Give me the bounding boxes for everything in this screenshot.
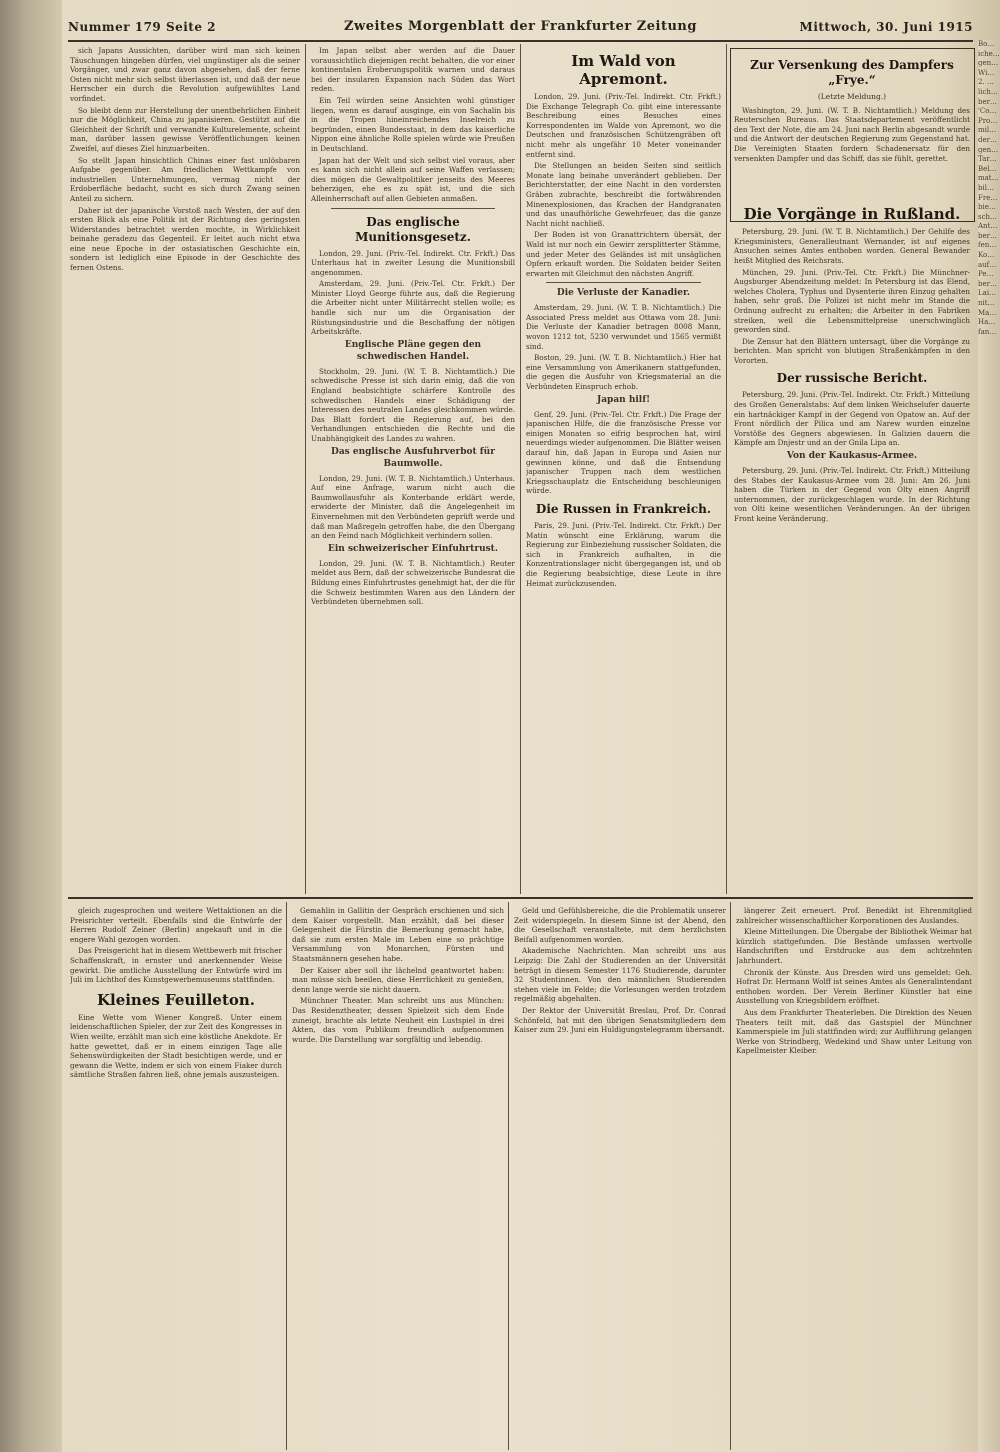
article-paragraph: Akademische Nachrichten. Man schreibt uns aus Leipzig: Die Zahl der Studierenden an der Universität beträgt in diesem Semester 1176 Studierende, darunter 32 Studentinnen. Von den männlichen Studierenden stehen viele im Felde; die Vorlesungen werden trotzdem regelmäßig abgehalten. bbox=[514, 946, 726, 1004]
frye-subtitle: (Letzte Meldung.) bbox=[817, 92, 887, 101]
column-rule bbox=[730, 902, 731, 1450]
article-paragraph: Petersburg, 29. Juni. (Priv.-Tel. Indirekt. Ctr. Frkft.) Mitteilung des Stabes der Kaukasus-Armee vom 28. Juni: Am 26. Juni haben die Türken in der Gegend von Olty einen Angriff unternommen, der zurückgeschlagen wurde. In der Richtung von Olti keine wesentlichen Veränderungen. An der übrigen Front keine Veränderung. bbox=[734, 466, 970, 523]
article-paragraph: Münchner Theater. Man schreibt uns aus München: Das Residenztheater, dessen Spielzeit sich dem Ende zuneigt, brachte als letzte Neuheit ein Lustspiel in drei Akten, das vom Publikum freundlich aufgenommen wurde. Die Darstellung war sorgfältig und lebendig. bbox=[292, 996, 504, 1044]
feuilleton-divider bbox=[68, 897, 973, 899]
section-rule bbox=[331, 208, 495, 209]
issue-date: Mittwoch, 30. Juni 1915 bbox=[799, 20, 973, 34]
headline-munitionsgesetz: Das englische Munitionsgesetz. bbox=[355, 214, 471, 244]
adjacent-page-edge: Bo… iche… gen… Wi… 2. … lich… ber… 'Co… Pro… mil… der… gen… Tar… Bel… mat… bil… Fre… bie… sch… Ant… ber… fen… Ko… auf… Pe… ber… Lai… nit… Ma… Ha… fan… bbox=[978, 40, 1000, 1452]
article-paragraph: Gemahlin in Gallitin der Gespräch erschienen und sich dem Kaiser vorgestellt. Man erzählt, daß bei dieser Gelegenheit die Fürstin die Bemerkung gemacht habe, daß sie zum ersten Male im Leben eine so prächtige Versammlung von Monarchen, Fürsten und Staatsmännern gesehen habe. bbox=[292, 906, 504, 963]
column-rule bbox=[508, 902, 509, 1450]
article-paragraph: Aus dem Frankfurter Theaterleben. Die Direktion des Neuen Theaters teilt mit, daß das Gastspiel der Münchner Kammerspiele im Juli stattfinden wird; zur Aufführung gelangen Werke von Strindberg, Wedekind und Shaw unter Leitung von Kapellmeister Kleiber. bbox=[736, 1007, 972, 1056]
headline-russen-in-frankreich: Die Russen in Frankreich. bbox=[535, 501, 712, 516]
article-paragraph: Amsterdam, 29. Juni. (Priv.-Tel. Ctr. Frkft.) Der Minister Lloyd George führte aus, daß die Regierung die Arbeiter nicht unter Militärrecht stellen wolle; es handle sich nur um die Organisation der Rüstungsindustrie und die Beschaffung der nötigen Arbeitskräfte. bbox=[311, 279, 515, 337]
article-paragraph: Der Rektor der Universität Breslau, Prof. Dr. Conrad Schönfeld, hat mit den übrigen Senatsmitgliedern dem Kaiser zum 29. Juni ein Huldigungstelegramm übersandt. bbox=[514, 1005, 726, 1035]
article-paragraph: Washington, 29. Juni. (W. T. B. Nichtamtlich.) Meldung des Reuterschen Bureaus. Das Staatsdepartement veröffentlicht den Text der Note, die am 24. Juni nach Berlin abgesandt wurde und die Antwort der deutschen Regierung zum Gegenstand hat. Die Vereinigten Staaten fordern Schadenersatz für den versenkten Dampfer und das Schiff, das sie fühlt, gerettet. bbox=[734, 105, 970, 163]
binding-gutter bbox=[0, 0, 62, 1452]
article-paragraph: Das Preisgericht hat in diesem Wettbewerb mit frischer Schaffenskraft, in ernster und anerkennender Weise gewirkt. Die amtliche Ausstellung der Entwürfe wird im Juli im Lichthof des Kunstgewerbemuseums stattfinden. bbox=[70, 946, 282, 985]
headline-japan-hilf: Japan hilf! bbox=[596, 394, 651, 405]
article-paragraph: Im Japan selbst aber werden auf die Dauer voraussichtlich diejenigen recht behalten, die vor einer kontinentalen Eroberungspolitik warnen und daraus bei der insularen Expansion nach Süden das Wort reden. bbox=[311, 46, 515, 94]
column-rule bbox=[286, 902, 287, 1450]
article-paragraph: gleich zugesprochen und weitere Wettaktionen an die Preisrichter verteilt. Ebenfalls sind die Entwürfe der Herren Rudolf Zeiner (Berlin) angekauft und in die engere Wahl gezogen worden. bbox=[70, 906, 282, 944]
article-paragraph: Geld und Gefühlsbereiche, die die Problematik unserer Zeit widerspiegeln. In diesem Sinne ist der Abend, den die Gesellschaft veranstaltete, mit dem herzlichsten Beifall aufgenommen worden. bbox=[514, 906, 726, 944]
article-paragraph: Japan hat der Welt und sich selbst viel voraus, aber es kann sich nicht allein auf seine Waffen verlassen; dies mögen die Gewaltpolitiker jenseits des Meeres beherzigen, ehe es zu spät ist, und die sich Alleinherrschaft auf allen Gebieten anmaßen. bbox=[311, 155, 515, 203]
article-paragraph: sich Japans Aussichten, darüber wird man sich keinen Täuschungen hingeben dürfen, viel ungünstiger als die seiner Vorgänger, und zwar ganz davon abgesehen, daß der ferne Osten nicht mehr sich selbst überlassen ist, und daß der neue Herrscher ein durch die Revolution aufgewühltes Land vorfindet. bbox=[70, 46, 300, 103]
article-paragraph: Chronik der Künste. Aus Dresden wird uns gemeldet: Geh. Hofrat Dr. Hermann Wolff ist seines Amtes als Generalintendant enthoben worden. Der Verein Berliner Künstler hat eine Ausstellung von Kriegsbildern eröffnet. bbox=[736, 967, 972, 1006]
article-paragraph: Der Kaiser aber soll ihr lächelnd geantwortet haben: man müsse sich beeilen, diese Herrlichkeit zu genießen, denn lange werde sie nicht dauern. bbox=[292, 965, 504, 994]
column-1-article bbox=[70, 46, 300, 894]
article-paragraph: So bleibt denn zur Herstellung der unentbehrlichen Einheit nur die Möglichkeit, China zu japanisieren. Gestützt auf die Gleichheit der Schrift und verwandte Kulturelemente, scheint man, darüber lassen gewisse Veröffentlichungen keinen Zweifel, auf dieses Ziel hinzuarbeiten. bbox=[70, 105, 300, 153]
feuilleton-column-2 bbox=[292, 906, 504, 1450]
headline-baumwolle: Das englische Ausfuhrverbot für Baumwolle. bbox=[331, 446, 495, 469]
feuilleton-column-1 bbox=[70, 906, 282, 1450]
headline-einfuhrtrust: Ein schweizerischer Einfuhrtrust. bbox=[328, 543, 498, 554]
article-paragraph: Paris, 29. Juni. (Priv.-Tel. Indirekt. Ctr. Frkft.) Der Matin wünscht eine Erklärung, warum die Regierung zur Einbeziehung russischer Soldaten, die sich in Frankreich aufhalten, in die Konzentrationslager nicht übergegangen ist, und ob die Regierung beabsichtige, diese Leute in ihre Heimat zurückzusenden. bbox=[526, 520, 721, 588]
headline-frye: Zur Versenkung des Dampfers „Frye.“ bbox=[750, 58, 954, 87]
article-paragraph: London, 29. Juni. (W. T. B. Nichtamtlich.) Reuter meldet aus Bern, daß der schweizerische Bundesrat die Bildung eines Einfuhrtrustes genehmigt hat, der die für die Schweiz bestimmten Waren aus den Ländern der Verbündeten übernehmen soll. bbox=[311, 558, 515, 607]
section-rule bbox=[546, 282, 701, 283]
article-paragraph: London, 29. Juni. (Priv.-Tel. Indirekt. Ctr. Frkft.) Die Exchange Telegraph Co. gibt eine interessante Beschreibung eines Besuches eines Korrespondenten im Walde von Apremont, wo die Deutschen und französischen Schützengräben oft nicht mehr als ungefähr 10 Meter voneinander entfernt sind. bbox=[526, 92, 721, 159]
article-paragraph: Die Stellungen an beiden Seiten sind seitlich Monate lang beinahe unverändert geblieben. Der Berichterstatter, der eine Nacht in den vordersten Gräben zubrachte, beschreibt die fortwährenden Minenexplosionen, das Krachen der Handgranaten und das unaufhörliche Gewehrfeuer, das die ganze Nacht nicht nachließ. bbox=[526, 161, 721, 228]
headline-kaukasus: Von der Kaukasus-Armee. bbox=[786, 451, 918, 462]
headline-schwedischer-handel: Englische Pläne gegen den schwedischen Handel. bbox=[344, 339, 482, 362]
column-rule bbox=[520, 44, 521, 894]
headline-kanadier: Die Verluste der Kanadier. bbox=[556, 288, 691, 299]
column-4 bbox=[734, 52, 970, 894]
article-paragraph: Die Zensur hat den Blättern untersagt, über die Vorgänge zu berichten. Man spricht von blutigen Straßenkämpfen in den Vororten. bbox=[734, 336, 970, 365]
column-rule bbox=[726, 44, 727, 894]
column-rule bbox=[305, 44, 306, 894]
article-paragraph: So stellt Japan hinsichtlich Chinas einer fast unlösbaren Aufgabe gegenüber. Am friedlichen Wettkampfe von industriellen Unternehmungen, vermag nicht der Erdoberfläche bedacht, sucht es sich durch Zwang seinen Anteil zu sichern. bbox=[70, 155, 300, 203]
feuilleton-column-4 bbox=[736, 906, 972, 1450]
article-paragraph: Amsterdam, 29. Juni. (W. T. B. Nichtamtlich.) Die Associated Press meldet aus Ottawa vom 28. Juni: Die Verluste der Kanadier betragen 8008 Mann, wovon 1212 tot, 5230 verwundet und 1565 vermißt sind. bbox=[526, 303, 721, 351]
article-paragraph: London, 29. Juni. (Priv.-Tel. Indirekt. Ctr. Frkft.) Das Unterhaus hat in zweiter Lesung die Munitionsbill angenommen. bbox=[311, 248, 515, 277]
headline-kleines-feuilleton: Kleines Feuilleton. bbox=[96, 990, 256, 1009]
article-paragraph: München, 29. Juni. (Priv.-Tel. Ctr. Frkft.) Die Münchner-Augsburger Abendzeitung meldet: In Petersburg ist das Elend, welches Cholera, Typhus und Dysenterie ihren Einzug gehalten haben, sehr groß. Die Polizei ist nicht mehr im Stande die Ordnung aufrecht zu erhalten; die Arbeiter in den Fabriken streiken, weil die Lebensmittelpreise unerschwinglich geworden sind. bbox=[734, 267, 970, 335]
article-paragraph: Daher ist der japanische Vorstoß nach Westen, der auf den ersten Blick als eine Politik ist der Richtung des geringsten Widerstandes betrachtet werden mochte, in Wirklichkeit beinahe geradezu das Gegenteil. Er leitet auch nicht etwa eine neue Epoche in der ostasiatischen Geschichte ein, sondern ist lediglich eine Episode in der Geschichte des fernen Ostens. bbox=[70, 205, 300, 273]
headline-apremont: Im Wald von Apremont. bbox=[571, 52, 676, 88]
article-paragraph: Petersburg, 29. Juni. (W. T. B. Nichtamtlich.) Der Gehilfe des Kriegsministers, Generalleutnant Wernander, ist auf eigenes Ansuchen seines Amtes enthoben worden. General Bewander heißt Mitglied des Reichsrats. bbox=[734, 227, 970, 265]
column-3 bbox=[526, 46, 721, 894]
article-paragraph: Petersburg, 29. Juni. (Priv.-Tel. Indirekt. Ctr. Frkft.) Mitteilung des Großen Generalstabs: Auf dem linken Weichselufer dauerte ein hartnäckiger Kampf in der Gegend von Opatow an. Auf der Front nördlich der Pilica und am Narew wurden einzelne Vorstöße des Gegners abgewiesen. In Galizien dauern die Kämpfe am Dnjestr und an der Gnila Lipa an. bbox=[734, 390, 970, 448]
article-paragraph: Stockholm, 29. Juni. (W. T. B. Nichtamtlich.) Die schwedische Presse ist sich darin einig, daß die von England beabsichtigte schärfere Kontrolle des schwedischen Handels einer Schädigung der Interessen des neutralen Landes gleichkommen würde. Das Blatt fordert die Regierung auf, bei den Verhandlungen entschieden die Rechte und die Unabhängigkeit des Landes zu wahren. bbox=[311, 366, 515, 443]
feuilleton-column-3 bbox=[514, 906, 726, 1450]
article-paragraph: Der Boden ist von Granattrichtern übersät, der Wald ist nur noch ein Gewirr zersplitterter Stämme, und jeder Meter des Geländes ist mit unsäglichen Opfern erkauft worden. Die Soldaten beider Seiten erwarten mit Gleichmut den nächsten Angriff. bbox=[526, 230, 721, 278]
masthead bbox=[68, 14, 973, 42]
newspaper-title: Zweites Morgenblatt der Frankfurter Zeitung bbox=[344, 19, 697, 34]
article-paragraph: Genf, 29. Juni. (Priv.-Tel. Ctr. Frkft.) Die Frage der japanischen Hilfe, die die französische Presse vor einigen Monaten so eifrig besprochen hat, wird neuerdings wieder aufgenommen. Die Blätter weisen darauf hin, daß Japan in Europa und Asien nur gewinnen könne, und daß die Entsendung japanischer Truppen nach dem westlichen Kriegsschauplatz die Entscheidung beschleunigen würde. bbox=[526, 409, 721, 496]
article-paragraph: London, 29. Juni. (W. T. B. Nichtamtlich.) Unterhaus. Auf eine Anfrage, warum nicht auch die Baumwollausfuhr als Konterbande erklärt werde, erwiderte der Minister, daß die Angelegenheit im Einvernehmen mit den Verbündeten geprüft werde und daß man Maßregeln getroffen habe, die den Übergang an den Feind nach Möglichkeit verhindern sollen. bbox=[311, 473, 515, 541]
article-paragraph: Boston, 29. Juni. (W. T. B. Nichtamtlich.) Hier hat eine Versammlung von Amerikanern stattgefunden, die gegen die Ausfuhr von Kriegsmaterial an die Verbündeten Einspruch erhob. bbox=[526, 353, 721, 392]
headline-russland: Die Vorgänge in Rußland. bbox=[743, 205, 961, 224]
article-paragraph: Ein Teil würden seine Ansichten wohl günstiger liegen, wenn es darauf ausginge, ein von Sachalin bis in die Tropen hineinreichendes Inselreich zu begründen, einen Bundesstaat, in dem das kaiserliche Nippon eine ähnliche Rolle spielen würde wie Preußen in Deutschland. bbox=[311, 95, 515, 153]
article-paragraph: Eine Wette vom Wiener Kongreß. Unter einem leidenschaftlichen Spieler, der zur Zeit des Kongresses in Wien weilte, erzählt man sich eine köstliche Anekdote. Er hatte gewettet, daß er in einem einzigen Tage alle Sehenswürdigkeiten der Stadt besichtigen werde, und er gewann die Wette, indem er sich von einem Fiaker durch sämtliche Straßen fahren ließ, ohne jemals auszusteigen. bbox=[70, 1012, 282, 1080]
headline-russischer-bericht: Der russische Bericht. bbox=[776, 371, 928, 386]
column-2 bbox=[311, 46, 515, 894]
article-paragraph: längerer Zeit erneuert. Prof. Benedikt ist Ehrenmitglied zahlreicher wissenschaftlicher Korporationen des Auslandes. bbox=[736, 906, 972, 925]
article-paragraph: Kleine Mitteilungen. Die Übergabe der Bibliothek Weimar hat kürzlich stattgefunden. Die Bestände umfassen wertvolle Handschriften und Erstdrucke aus dem achtzehnten Jahrhundert. bbox=[736, 927, 972, 965]
issue-number: Nummer 179 Seite 2 bbox=[68, 20, 217, 34]
